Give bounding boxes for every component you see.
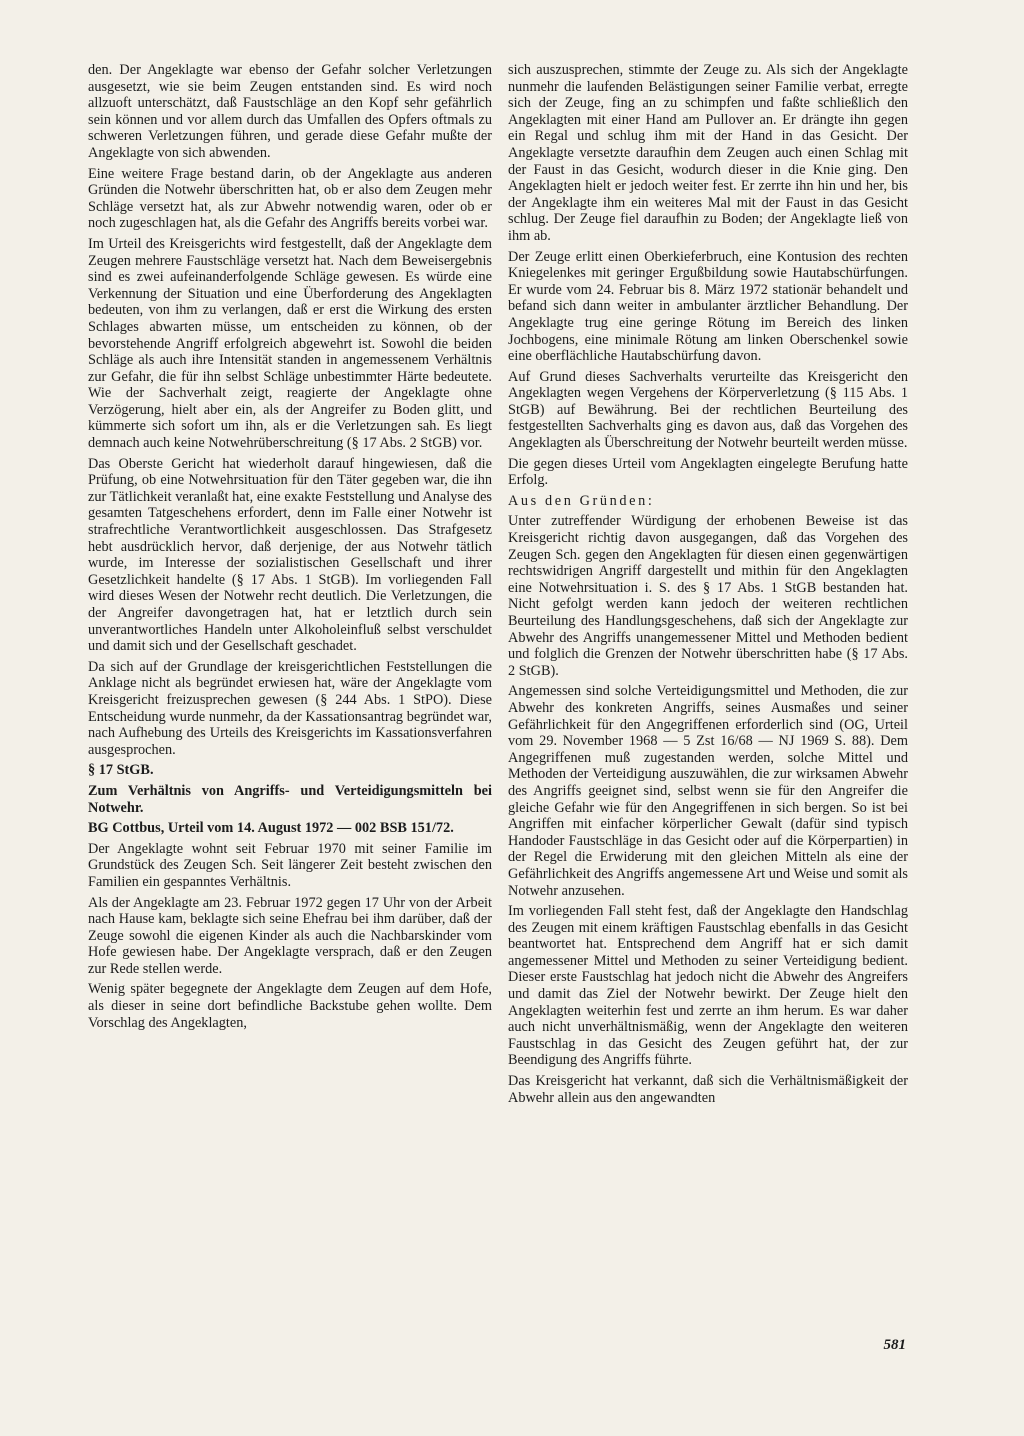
paragraph: Der Angeklagte wohnt seit Februar 1970 mit seiner Familie im Grundstück des Zeugen Sch. Seit längerer Zeit besteht zwischen den Familien ein gespanntes Verhältnis. [88, 840, 492, 890]
paragraph: Wenig später begegnete der Angeklagte dem Zeugen auf dem Hofe, als dieser in seine dort befindliche Backstube gehen wollte. Dem Vorschlag des Angeklagten, [88, 981, 492, 1031]
paragraph: sich auszusprechen, stimmte der Zeuge zu. Als sich der Angeklagte nunmehr die laufenden Belästigungen seiner Familie verbat, erregte sich der Zeuge, fing an zu schimpfen und faßte schließlich den Angeklagten mit einer Hand am Pullover an. Er drängte ihn gegen ein Regal und schlug ihm mit der Hand in das Gesicht. Der Angeklagte versetzte daraufhin dem Zeugen auch einen Schlag mit der Faust in das Gesicht, wodurch dieser in die Knie ging. Den Angeklagten hielt er jedoch weiter fest. Er zerrte ihn hin und her, bis der Angeklagte ihm ein weiteres Mal mit der Faust in das Gesicht schlug. Der Zeuge fiel daraufhin zu Boden; der Angeklagte ließ von ihm ab. [508, 62, 908, 244]
case-reference: BG Cottbus, Urteil vom 14. August 1972 — 002 BSB 151/72. [88, 820, 454, 837]
paragraph: Auf Grund dieses Sachverhalts verurteilte das Kreisgericht den Angeklagten wegen Vergehens der Körperverletzung (§ 115 Abs. 1 StGB) auf Bewährung. Bei der rechtlichen Beurteilung des festgestellten Sachverhalts ging es davon aus, daß das Vorgehen des Angeklagten als Überschreitung der Notwehr beurteilt werden müsse. [508, 368, 908, 452]
paragraph: Eine weitere Frage bestand darin, ob der Angeklagte aus anderen Gründen die Notwehr überschritten hat, ob er also dem Zeugen mehr Schläge versetzt hat, als zur Abwehr notwendig waren, oder ob er noch zugeschlagen hat, als die Gefahr des Angriffs bereits vorbei war. [88, 165, 492, 232]
section-heading: § 17 StGB. [88, 762, 154, 779]
paragraph: Unter zutreffender Würdigung der erhobenen Beweise ist das Kreisgericht richtig davon ausgegangen, daß das Vorgehen des Zeugen Sch. gegen den Angeklagten für diesen einen gegenwärtigen rechtswidrigen Angriff dargestellt und mithin für den Angeklagten eine Notwehrsituation i. S. des § 17 Abs. 1 StGB bestanden hat. Nicht gefolgt werden kann jedoch der weiteren rechtlichen Beurteilung des Handlungsgeschehens, daß sich der Angeklagte zur Abwehr des Angriffs unangemessener Mittel und Methoden bedient und folglich die Grenzen der Notwehr überschritten habe (§ 17 Abs. 2 StGB). [508, 513, 908, 679]
paragraph: Angemessen sind solche Verteidigungsmittel und Methoden, die zur Abwehr des konkreten Angriffs, seines Ausmaßes und seiner Gefährlichkeit für den Angegriffenen erforderlich sind (OG, Urteil vom 29. November 1968 — 5 Zst 16/68 — NJ 1969 S. 88). Dem Angegriffenen muß zugestanden werden, solche Mittel und Methoden der Verteidigung auszuwählen, die zur wirksamen Abwehr des Angriffs geeignet sind, selbst wenn sie für den Angreifer die gleiche Gefahr wie für den Angegriffenen in sich bergen. So ist bei Angriffen mit einfacher körperlicher Gewalt (dafür sind typisch Handoder Faustschläge in das Gesicht oder auf die Körperpartien) in der Regel die Erwiderung mit den gleichen Mitteln als eine der Gefährlichkeit des Angriffs angemessene Art und Weise und somit als Notwehr anzusehen. [508, 683, 908, 899]
page-number: 581 [883, 1337, 906, 1353]
paragraph: Als der Angeklagte am 23. Februar 1972 gegen 17 Uhr von der Arbeit nach Hause kam, beklagte sich seine Ehefrau bei ihm darüber, daß der Zeuge sowohl die eigenen Kinder als auch die Nachbarskinder vom Hofe gewiesen habe. Der Angeklagte versprach, daß er den Zeugen zur Rede stellen werde. [88, 894, 492, 977]
paragraph: Der Zeuge erlitt einen Oberkieferbruch, eine Kontusion des rechten Kniegelenkes mit geringer Ergußbildung sowie Hautabschürfungen. Er wurde vom 24. Februar bis 8. März 1972 stationär behandelt und befand sich dann weiter in ambulanter ärztlicher Behandlung. Der Angeklagte trug eine geringe Rötung im Bereich des linken Jochbogens, eine minimale Rötung am linken Oberschenkel sowie eine oberflächliche Hautabschürfung davon. [508, 248, 908, 365]
paragraph: Das Kreisgericht hat verkannt, daß sich die Verhältnismäßigkeit der Abwehr allein aus den angewandten [508, 1073, 908, 1106]
paragraph: Im Urteil des Kreisgerichts wird festgestellt, daß der Angeklagte dem Zeugen mehrere Faustschläge versetzt hat. Nach dem Beweisergebnis sind es zwei aufeinanderfolgende Schläge gewesen. Es würde eine Verkennung der Situation und eine Überforderung des Angeklagten bedeuten, von ihm zu verlangen, daß er erst die Wirkung des ersten Schlages abwarten müsse, um entscheiden zu können, ob der bevorstehende Angriff erfolgreich abgewehrt ist. Sowohl die beiden Schläge als auch ihre Intensität standen in angemessenem Verhältnis zur Gefahr, die für ihn selbst Schläge unbestimmter Härte bedeutete. Wie der Sachverhalt zeigt, reagierte der Angeklagte ohne Verzögerung, hielt aber ein, als der Angreifer zu Boden glitt, und kümmerte sich sofort um ihn, als er die Verletzungen sah. Es liegt demnach auch keine Notwehrüberschreitung (§ 17 Abs. 2 StGB) vor. [88, 235, 492, 452]
subheading: Zum Verhältnis von Angriffs- und Verteidigungsmitteln bei Notwehr. [88, 782, 492, 816]
paragraph: Das Oberste Gericht hat wiederholt darauf hingewiesen, daß die Prüfung, ob eine Notwehrsituation für den Täter gegeben war, die ihn zur Tätlichkeit veranlaßt hat, eine exakte Feststellung und Analyse des gesamten Tatgeschehens erfordert, denn im Falle einer Notwehr ist strafrechtliche Verantwortlichkeit ausgeschlossen. Das Strafgesetz hebt ausdrücklich hervor, daß derjenige, der aus Notwehr tätlich wurde, im Interesse der sozialistischen Gesellschaft und ihrer Gesetzlichkeit handelte (§ 17 Abs. 1 StGB). Im vorliegenden Fall wird dieses Wesen der Notwehr recht deutlich. Die Verletzungen, die der Angreifer davongetragen hat, hat er letztlich durch sein unverantwortliches Handeln unter Alkoholeinfluß selbst verschuldet und damit sich und der Gesellschaft geschadet. [88, 455, 492, 655]
right-column [508, 62, 908, 1110]
paragraph: Die gegen dieses Urteil vom Angeklagten eingelegte Berufung hatte Erfolg. [508, 455, 908, 489]
left-column [88, 62, 492, 1035]
paragraph: Da sich auf der Grundlage der kreisgerichtlichen Feststellungen die Anklage nicht als begründet erwiesen hat, wäre der Angeklagte vom Kreisgericht freizusprechen gewesen (§ 244 Abs. 1 StPO). Diese Entscheidung wurde nunmehr, da der Kassationsantrag begründet war, nach Aufhebung des Urteils des Kreisgerichts im Kassationsverfahren ausgesprochen. [88, 658, 492, 758]
paragraph: Im vorliegenden Fall steht fest, daß der Angeklagte den Handschlag des Zeugen mit einem kräftigen Faustschlag ebenfalls in das Gesicht beantwortet hat. Entsprechend dem Angriff hat er sich damit angemessener Mittel und Methoden zu seiner Verteidigung bedient. Dieser erste Faustschlag hat jedoch nicht die Abwehr des Angreifers und damit das Ziel der Notwehr bewirkt. Der Zeuge hielt den Angeklagten weiterhin fest und zerrte an ihm herum. Es war daher auch nicht unverhältnismäßig, wenn der Angeklagte den weiteren Faustschlag in das Gesicht des Zeugen geführt hat, der zur Beendigung des Angriffs führte. [508, 903, 908, 1069]
reasons-heading: Aus den Gründen: [508, 492, 655, 509]
paragraph: den. Der Angeklagte war ebenso der Gefahr solcher Verletzungen ausgesetzt, wie sie beim Zeugen entstanden sind. Es wird noch allzuoft unterschätzt, daß Faustschläge an den Kopf sehr gefährlich sein können und vor allem durch das Umfallen des Opfers oftmals zu schweren Verletzungen führen, und gerade diese Gefahr mußte der Angeklagte von sich abwenden. [88, 62, 492, 161]
